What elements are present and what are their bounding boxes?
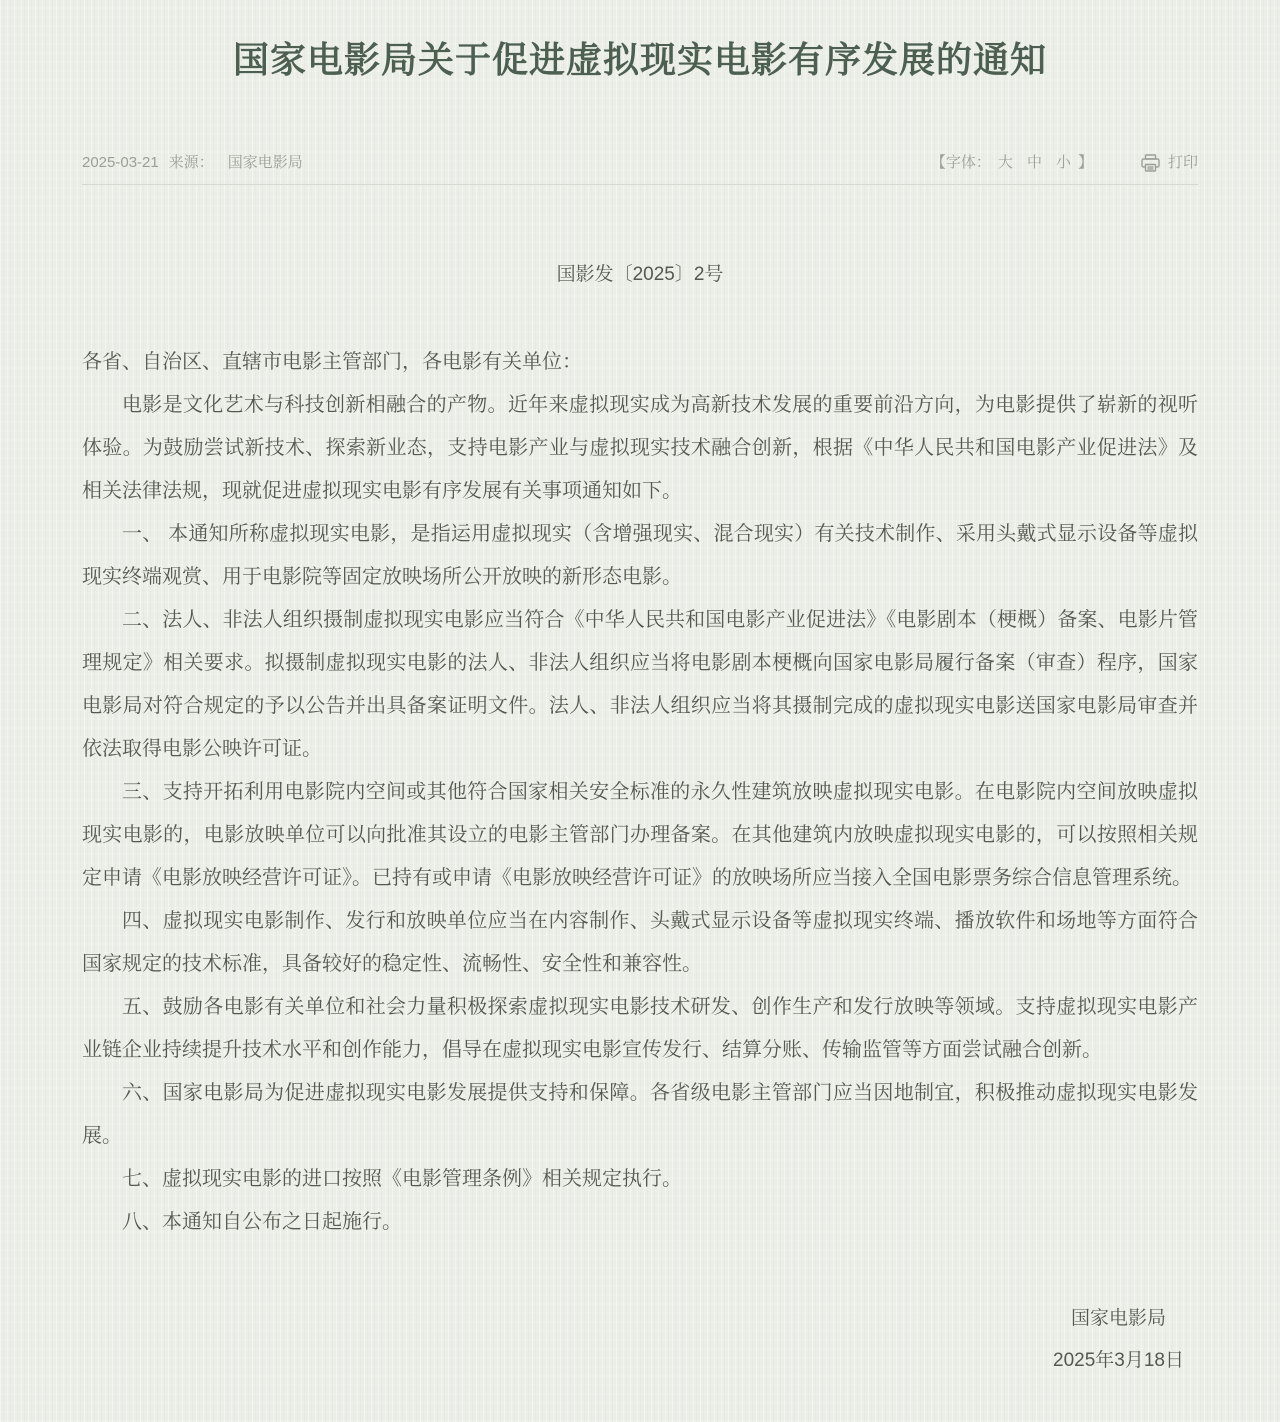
paragraph-item-5: 五、鼓励各电影有关单位和社会力量积极探索虚拟现实电影技术研发、创作生产和发行放映等领域。支持虚拟现实电影产业链企业持续提升技术水平和创作能力，倡导在虚拟现实电影宣传发行、结算分账、传输监管等方面尝试融合创新。 [82, 996, 1198, 1061]
publish-date: 2025-03-21 [82, 154, 159, 171]
font-size-label-end: 】 [1077, 154, 1093, 171]
paragraph-item-8: 八、本通知自公布之日起施行。 [122, 1211, 402, 1233]
print-button[interactable] [1141, 152, 1198, 174]
print-label[interactable]: 打印 [1167, 154, 1198, 171]
paragraph-item-7: 七、虚拟现实电影的进口按照《电影管理条例》相关规定执行。 [122, 1168, 682, 1190]
font-size-control [931, 152, 1093, 174]
salutation: 各省、自治区、直辖市电影主管部门，各电影有关单位： [82, 351, 582, 373]
printer-icon[interactable] [1141, 154, 1168, 172]
signature-date: 2025年3月18日 [1053, 1350, 1184, 1371]
font-size-small-button[interactable]: 小 [1055, 154, 1071, 171]
font-size-label: 【字体： [930, 154, 991, 171]
meta-info [82, 152, 303, 174]
paragraph-item-2: 二、法人、非法人组织摄制虚拟现实电影应当符合《中华人民共和国电影产业促进法》《电影剧本（梗概）备案、电影片管理规定》相关要求。拟摄制虚拟现实电影的法人、非法人组织应当将电影剧本梗概向国家电影局履行备案（审查）程序，国家电影局对符合规定的予以公告并出具备案证明文件。法人、非法人组织应当将其摄制完成的虚拟现实电影送国家电影局审查并依法取得电影公映许可证。 [82, 609, 1198, 760]
paragraph-intro: 电影是文化艺术与科技创新相融合的产物。近年来虚拟现实成为高新技术发展的重要前沿方向，为电影提供了崭新的视听体验。为鼓励尝试新技术、探索新业态，支持电影产业与虚拟现实技术融合创新，根据《中华人民共和国电影产业促进法》及相关法律法规，现就促进虚拟现实电影有序发展有关事项通知如下。 [82, 394, 1198, 502]
notice-body [82, 341, 1198, 1244]
paragraph-item-4: 四、虚拟现实电影制作、发行和放映单位应当在内容制作、头戴式显示设备等虚拟现实终端、播放软件和场地等方面符合国家规定的技术标准，具备较好的稳定性、流畅性、安全性和兼容性。 [82, 910, 1198, 975]
paragraph-item-1: 一、 本通知所称虚拟现实电影，是指运用虚拟现实（含增强现实、混合现实）有关技术制作、采用头戴式显示设备等虚拟现实终端观赏、用于电影院等固定放映场所公开放映的新形态电影。 [82, 523, 1198, 588]
signature-org: 国家电影局 [1071, 1308, 1167, 1329]
signature-block [82, 1298, 1198, 1382]
paragraph-item-3: 三、支持开拓利用电影院内空间或其他符合国家相关安全标准的永久性建筑放映虚拟现实电影。在电影院内空间放映虚拟现实电影的，电影放映单位可以向批准其设立的电影主管部门办理备案。在其他建筑内放映虚拟现实电影的，可以按照相关规定申请《电影放映经营许可证》。已持有或申请《电影放映经营许可证》的放映场所应当接入全国电影票务综合信息管理系统。 [82, 781, 1198, 889]
source-label: 来源： [168, 154, 214, 171]
document-number: 国影发〔2025〕2号 [556, 264, 724, 285]
source-value: 国家电影局 [227, 154, 303, 171]
font-size-medium-button[interactable]: 中 [1026, 154, 1042, 171]
meta-bar [82, 152, 1198, 185]
signature-inner [1053, 1298, 1184, 1382]
paragraph-item-6: 六、国家电影局为促进虚拟现实电影发展提供支持和保障。各省级电影主管部门应当因地制宜，积极推动虚拟现实电影发展。 [82, 1082, 1198, 1147]
meta-actions [931, 152, 1198, 174]
font-size-large-button[interactable]: 大 [997, 154, 1013, 171]
page-title: 国家电影局关于促进虚拟现实电影有序发展的通知 [232, 39, 1047, 80]
